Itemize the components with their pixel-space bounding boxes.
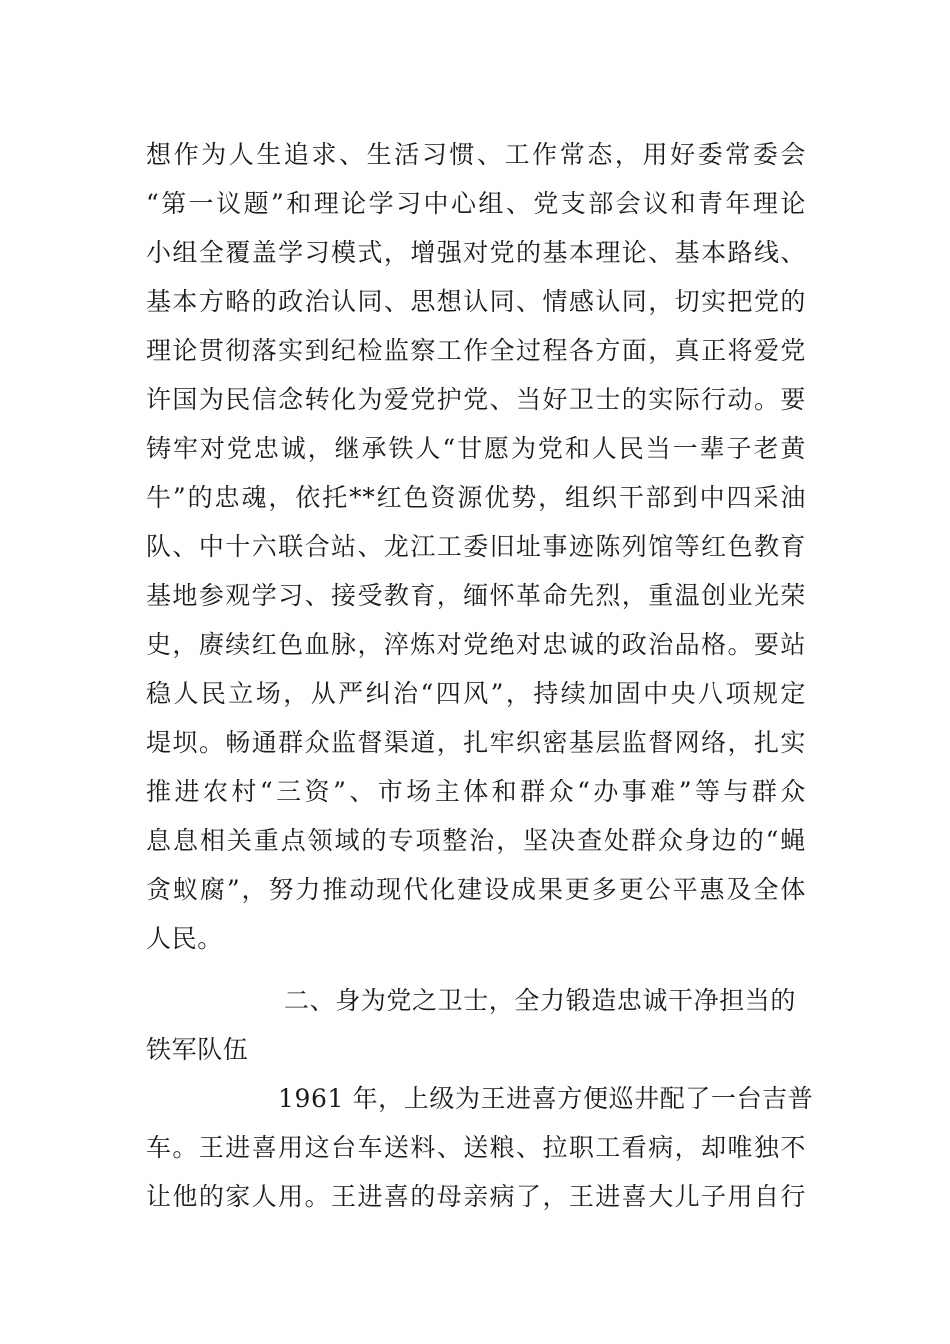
paragraph-line: 推进农村“三资”、市场主体和群众“办事难”等与群众	[146, 777, 806, 806]
heading-line: 二、身为党之卫士，全力锻造忠诚干净担当的	[284, 986, 797, 1015]
paragraph-line: 基本方略的政治认同、思想认同、情感认同，切实把党的	[146, 287, 806, 316]
paragraph-line: 理论贯彻落实到纪检监察工作全过程各方面，真正将爱党	[146, 336, 806, 365]
paragraph-line: 贪蚁腐”，努力推动现代化建设成果更多更公平惠及全体	[146, 875, 806, 904]
paragraph-line: 许国为民信念转化为爱党护党、当好卫士的实际行动。要	[146, 385, 806, 414]
paragraph-line: 基地参观学习、接受教育，缅怀革命先烈，重温创业光荣	[146, 581, 806, 610]
paragraph-line: 史，赓续红色血脉，淬炼对党绝对忠诚的政治品格。要站	[146, 630, 806, 659]
paragraph-line: 稳人民立场，从严纠治“四风”，持续加固中央八项规定	[146, 679, 806, 708]
paragraph-line: 1961 年，上级为王进喜方便巡井配了一台吉普	[278, 1084, 814, 1113]
paragraph-line: 铸牢对党忠诚，继承铁人“甘愿为党和人民当一辈子老黄	[146, 434, 806, 463]
paragraph-line: 堤坝。畅通群众监督渠道，扎牢织密基层监督网络，扎实	[146, 728, 806, 757]
paragraph-line: 人民。	[146, 924, 223, 953]
body-paragraph-1	[146, 130, 806, 963]
paragraph-line: 牛”的忠魂，依托**红色资源优势，组织干部到中四采油	[146, 483, 806, 512]
heading-line: 铁军队伍	[146, 1035, 249, 1064]
paragraph-line: 车。王进喜用这台车送料、送粮、拉职工看病，却唯独不	[146, 1133, 806, 1162]
section-heading-2	[146, 976, 806, 1074]
paragraph-line: 让他的家人用。王进喜的母亲病了，王进喜大儿子用自行	[146, 1182, 806, 1211]
paragraph-line: “第一议题”和理论学习中心组、党支部会议和青年理论	[146, 189, 806, 218]
paragraph-line: 队、中十六联合站、龙江工委旧址事迹陈列馆等红色教育	[146, 532, 806, 561]
paragraph-line: 想作为人生追求、生活习惯、工作常态，用好委常委会	[146, 140, 806, 169]
body-paragraph-2	[146, 1074, 814, 1221]
paragraph-line: 小组全覆盖学习模式，增强对党的基本理论、基本路线、	[146, 238, 806, 267]
paragraph-line: 息息相关重点领域的专项整治，坚决查处群众身边的“蝇	[146, 826, 806, 855]
